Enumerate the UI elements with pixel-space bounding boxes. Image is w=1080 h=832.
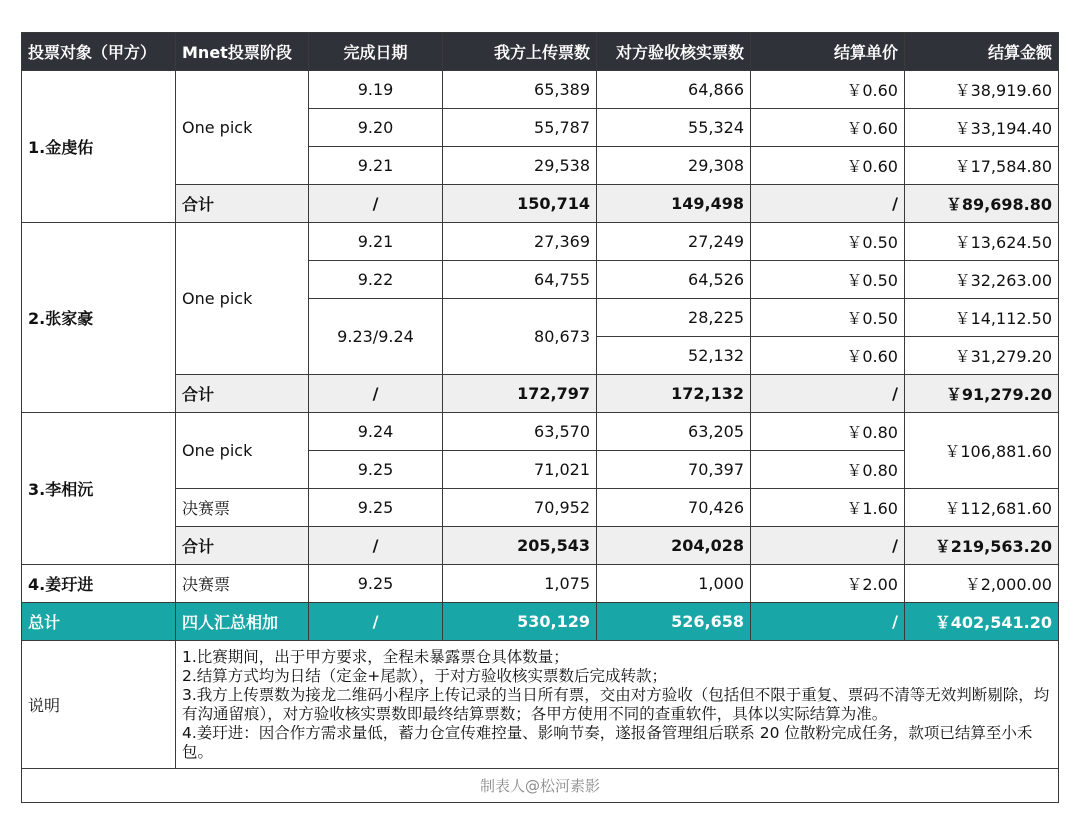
verified-cell: 1,000	[597, 565, 751, 603]
subtotal-amount: ￥219,563.20	[905, 527, 1059, 565]
price-cell: ￥0.60	[751, 71, 905, 109]
subtotal-uploaded: 150,714	[443, 185, 597, 223]
total-label: 总计	[22, 603, 176, 641]
table-row	[22, 223, 1059, 261]
price-cell: ￥2.00	[751, 565, 905, 603]
uploaded-cell: 1,075	[443, 565, 597, 603]
settlement-table	[21, 32, 1059, 803]
subtotal-verified: 204,028	[597, 527, 751, 565]
uploaded-cell: 29,538	[443, 147, 597, 185]
date-cell: 9.20	[309, 109, 443, 147]
table-row	[22, 413, 1059, 451]
verified-cell: 63,205	[597, 413, 751, 451]
amount-cell: ￥38,919.60	[905, 71, 1059, 109]
group-name: 3.李相沅	[22, 413, 176, 565]
col-header-uploaded: 我方上传票数	[443, 33, 597, 71]
amount-cell: ￥32,263.00	[905, 261, 1059, 299]
footer-row	[22, 769, 1059, 803]
total-price: /	[751, 603, 905, 641]
verified-cell: 52,132	[597, 337, 751, 375]
footer-credit: 制表人@松河素影	[22, 769, 1059, 803]
stage-cell: 决赛票	[176, 565, 309, 603]
subtotal-label: 合计	[176, 527, 309, 565]
date-cell: 9.23/9.24	[309, 299, 443, 375]
verified-cell: 70,426	[597, 489, 751, 527]
notes-body	[176, 641, 1059, 769]
table-row	[22, 71, 1059, 109]
total-date: /	[309, 603, 443, 641]
col-header-price: 结算单价	[751, 33, 905, 71]
price-cell: ￥0.50	[751, 261, 905, 299]
uploaded-cell: 70,952	[443, 489, 597, 527]
verified-cell: 64,866	[597, 71, 751, 109]
subtotal-label: 合计	[176, 185, 309, 223]
date-cell: 9.25	[309, 489, 443, 527]
amount-cell: ￥106,881.60	[905, 413, 1059, 489]
date-cell: 9.21	[309, 223, 443, 261]
subtotal-amount: ￥91,279.20	[905, 375, 1059, 413]
col-header-stage: Mnet投票阶段	[176, 33, 309, 71]
note-line: 3.我方上传票数为接龙二维码小程序上传记录的当日所有票，交由对方验收（包括但不限于重复、票码不清等无效判断剔除，均有沟通留痕），对方验收核实票数即最终结算票数；各甲方使用不同的查重软件，具体以实际结算为准。	[182, 685, 1050, 723]
group-name: 2.张家豪	[22, 223, 176, 413]
price-cell: ￥0.80	[751, 451, 905, 489]
notes-label: 说明	[22, 641, 176, 769]
stage-cell: One pick	[176, 223, 309, 375]
price-cell: ￥1.60	[751, 489, 905, 527]
price-cell: ￥0.50	[751, 299, 905, 337]
subtotal-row	[22, 375, 1059, 413]
subtotal-price: /	[751, 527, 905, 565]
date-cell: 9.21	[309, 147, 443, 185]
amount-cell: ￥31,279.20	[905, 337, 1059, 375]
table-row	[22, 565, 1059, 603]
date-cell: 9.19	[309, 71, 443, 109]
subtotal-date: /	[309, 185, 443, 223]
subtotal-date: /	[309, 527, 443, 565]
col-header-amount: 结算金额	[905, 33, 1059, 71]
verified-cell: 55,324	[597, 109, 751, 147]
price-cell: ￥0.50	[751, 223, 905, 261]
group-name: 1.金虔佑	[22, 71, 176, 223]
header-row	[22, 33, 1059, 71]
uploaded-cell: 64,755	[443, 261, 597, 299]
verified-cell: 64,526	[597, 261, 751, 299]
date-cell: 9.25	[309, 451, 443, 489]
subtotal-verified: 172,132	[597, 375, 751, 413]
stage-cell: One pick	[176, 413, 309, 489]
price-cell: ￥0.60	[751, 337, 905, 375]
stage-cell: 决赛票	[176, 489, 309, 527]
uploaded-cell: 80,673	[443, 299, 597, 375]
verified-cell: 70,397	[597, 451, 751, 489]
subtotal-price: /	[751, 375, 905, 413]
price-cell: ￥0.60	[751, 147, 905, 185]
amount-cell: ￥14,112.50	[905, 299, 1059, 337]
date-cell: 9.25	[309, 565, 443, 603]
subtotal-uploaded: 205,543	[443, 527, 597, 565]
subtotal-row	[22, 527, 1059, 565]
note-line: 2.结算方式均为日结（定金+尾款），于对方验收核实票数后完成转款；	[182, 666, 668, 685]
uploaded-cell: 55,787	[443, 109, 597, 147]
price-cell: ￥0.80	[751, 413, 905, 451]
amount-cell: ￥17,584.80	[905, 147, 1059, 185]
uploaded-cell: 71,021	[443, 451, 597, 489]
total-uploaded: 530,129	[443, 603, 597, 641]
amount-cell: ￥13,624.50	[905, 223, 1059, 261]
uploaded-cell: 65,389	[443, 71, 597, 109]
date-cell: 9.22	[309, 261, 443, 299]
notes-row	[22, 641, 1059, 769]
col-header-target: 投票对象（甲方）	[22, 33, 176, 71]
settlement-sheet	[21, 32, 1058, 803]
subtotal-price: /	[751, 185, 905, 223]
subtotal-amount: ￥89,698.80	[905, 185, 1059, 223]
verified-cell: 29,308	[597, 147, 751, 185]
note-line: 4.姜玗进：因合作方需求量低，蓄力仓宣传难控量、影响节奏，遂报备管理组后联系 20 位散粉完成任务，款项已结算至小禾包。	[182, 723, 1033, 761]
uploaded-cell: 27,369	[443, 223, 597, 261]
amount-cell: ￥2,000.00	[905, 565, 1059, 603]
subtotal-date: /	[309, 375, 443, 413]
stage-cell: One pick	[176, 71, 309, 185]
subtotal-label: 合计	[176, 375, 309, 413]
group-name: 4.姜玗进	[22, 565, 176, 603]
amount-cell: ￥112,681.60	[905, 489, 1059, 527]
verified-cell: 28,225	[597, 299, 751, 337]
price-cell: ￥0.60	[751, 109, 905, 147]
subtotal-uploaded: 172,797	[443, 375, 597, 413]
amount-cell: ￥33,194.40	[905, 109, 1059, 147]
uploaded-cell: 63,570	[443, 413, 597, 451]
total-verified: 526,658	[597, 603, 751, 641]
date-cell: 9.24	[309, 413, 443, 451]
table-row	[22, 489, 1059, 527]
col-header-verified: 对方验收核实票数	[597, 33, 751, 71]
col-header-date: 完成日期	[309, 33, 443, 71]
total-amount: ￥402,541.20	[905, 603, 1059, 641]
total-stage: 四人汇总相加	[176, 603, 309, 641]
note-line: 1.比赛期间，出于甲方要求，全程未暴露票仓具体数量；	[182, 647, 569, 666]
verified-cell: 27,249	[597, 223, 751, 261]
subtotal-row	[22, 185, 1059, 223]
grand-total-row	[22, 603, 1059, 641]
subtotal-verified: 149,498	[597, 185, 751, 223]
